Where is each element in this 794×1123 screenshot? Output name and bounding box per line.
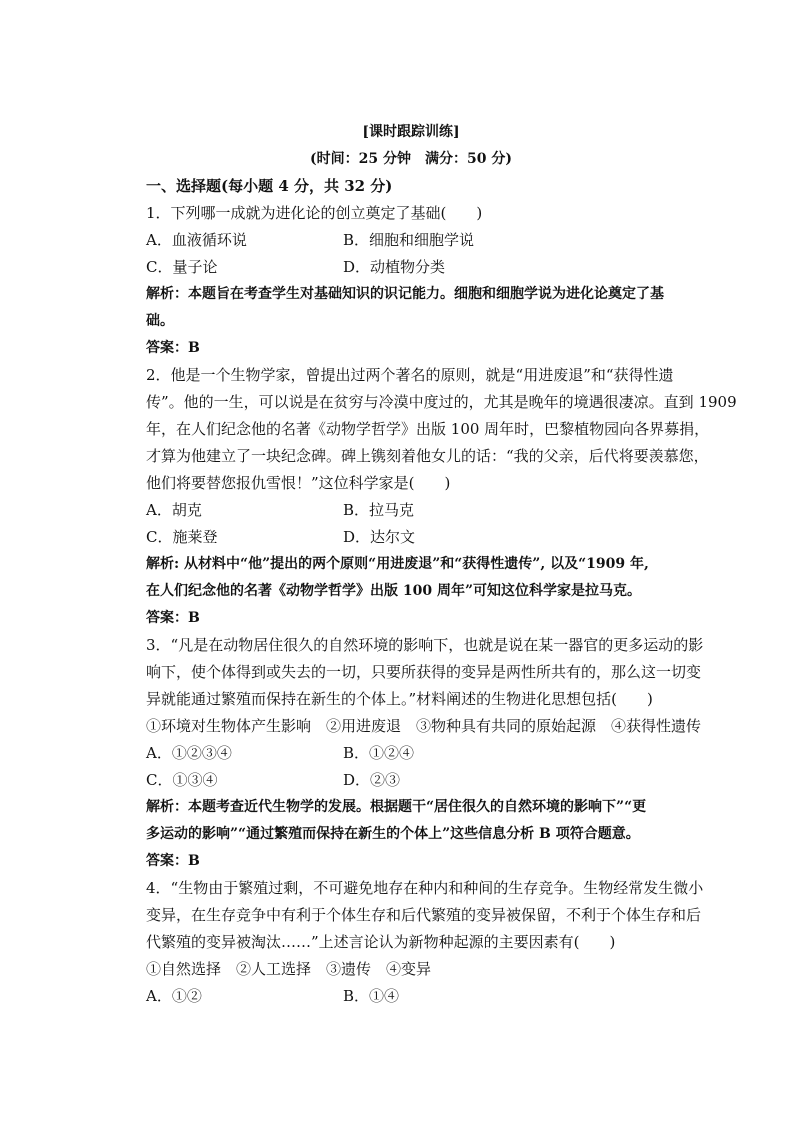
question-4 <box>146 875 704 1010</box>
question-stem-line: 变异，在生存竞争中有利于个体生存和后代繁殖的变异被保留，不利于个体生存和后 <box>146 906 702 924</box>
answer-line: 答案：B <box>146 340 200 356</box>
option-d: D．达尔文 <box>343 528 416 546</box>
section-title: 一、选择题(每小题 4 分，共 32 分) <box>146 177 393 195</box>
option-a: A．①②③④ <box>146 744 232 762</box>
options-row <box>146 740 676 767</box>
question-stem-line: 才算为他建立了一块纪念碑。碑上镌刻着他女儿的话：“我的父亲，后代将要羡慕您， <box>146 447 709 465</box>
analysis-line: 解析：本题旨在考查学生对基础知识的识记能力。细胞和细胞学说为进化论奠定了基 <box>146 286 664 302</box>
question-stem-line: 代繁殖的变异被淘汰……”上述言论认为新物种起源的主要因素有( ) <box>146 933 616 951</box>
question-stem-line: 他们将要替您报仇雪恨！”这位科学家是( ) <box>146 474 451 492</box>
option-c: C．量子论 <box>146 258 218 276</box>
analysis-line: 多运动的影响”“通过繁殖而保持在新生的个体上”这些信息分析 B 项符合题意。 <box>146 826 640 842</box>
time-info: (时间：25 分钟 满分：50 分) <box>310 151 512 167</box>
options-row <box>146 497 676 524</box>
question-stem-line: 传”。他的一生，可以说是在贫穷与冷漠中度过的，尤其是晚年的境遇很凄凉。直到 1909 <box>146 393 737 411</box>
option-c: C．施莱登 <box>146 528 218 546</box>
analysis-line: 础。 <box>146 313 174 329</box>
question-stem-line: ①环境对生物体产生影响 ②用进废退 ③物种具有共同的原始起源 ④获得性遗传 <box>146 717 702 735</box>
document-content <box>146 119 737 1010</box>
question-stem-line: 3．“凡是在动物居住很久的自然环境的影响下，也就是说在某一器官的更多运动的影 <box>146 636 704 654</box>
answer-line: 答案：B <box>146 610 200 626</box>
option-d: D．②③ <box>343 771 401 789</box>
options-row <box>146 524 676 551</box>
options-row <box>146 767 676 794</box>
option-b: B．①②④ <box>343 744 415 762</box>
option-a: A．①② <box>146 987 202 1005</box>
question-2 <box>146 362 737 632</box>
option-b: B．拉马克 <box>343 501 415 519</box>
options-row <box>146 227 676 254</box>
options-row <box>146 983 676 1010</box>
question-stem-line: 2．他是一个生物学家，曾提出过两个著名的原则，就是“用进废退”和“获得性遗 <box>146 366 674 384</box>
options-row <box>146 254 676 281</box>
page-header: [课时跟踪训练] <box>362 124 460 140</box>
question-stem-line: 异就能通过繁殖而保持在新生的个体上。”材料阐述的生物进化思想包括( ) <box>146 690 653 708</box>
option-d: D．动植物分类 <box>343 258 446 276</box>
option-c: C．①③④ <box>146 771 218 789</box>
question-stem-line: ①自然选择 ②人工选择 ③遗传 ④变异 <box>146 960 432 978</box>
option-b: B．①④ <box>343 987 400 1005</box>
question-stem-line: 1．下列哪一成就为进化论的创立奠定了基础( ) <box>146 204 483 222</box>
option-a: A．血液循环说 <box>146 231 247 249</box>
option-b: B．细胞和细胞学说 <box>343 231 475 249</box>
question-3 <box>146 632 704 875</box>
analysis-line: 在人们纪念他的名著《动物学哲学》出版 100 周年”可知这位科学家是拉马克。 <box>146 583 642 599</box>
analysis-line: 解析：本题考查近代生物学的发展。根据题干“居住很久的自然环境的影响下”“更 <box>146 799 647 815</box>
question-stem-line: 年，在人们纪念他的名著《动物学哲学》出版 100 周年时，巴黎植物园向各界募捐， <box>146 420 710 438</box>
analysis-line: 解析: 从材料中“他”提出的两个原则“用进废退”和“获得性遗传”, 以及“1909 年, <box>146 556 649 572</box>
answer-line: 答案：B <box>146 853 200 869</box>
question-stem-line: 响下，使个体得到或失去的一切，只要所获得的变异是两性所共有的，那么这一切变 <box>146 663 702 681</box>
option-a: A．胡克 <box>146 501 202 519</box>
question-stem-line: 4．“生物由于繁殖过剩，不可避免地存在种内和种间的生存竞争。生物经常发生微小 <box>146 879 704 897</box>
question-1 <box>146 200 676 362</box>
